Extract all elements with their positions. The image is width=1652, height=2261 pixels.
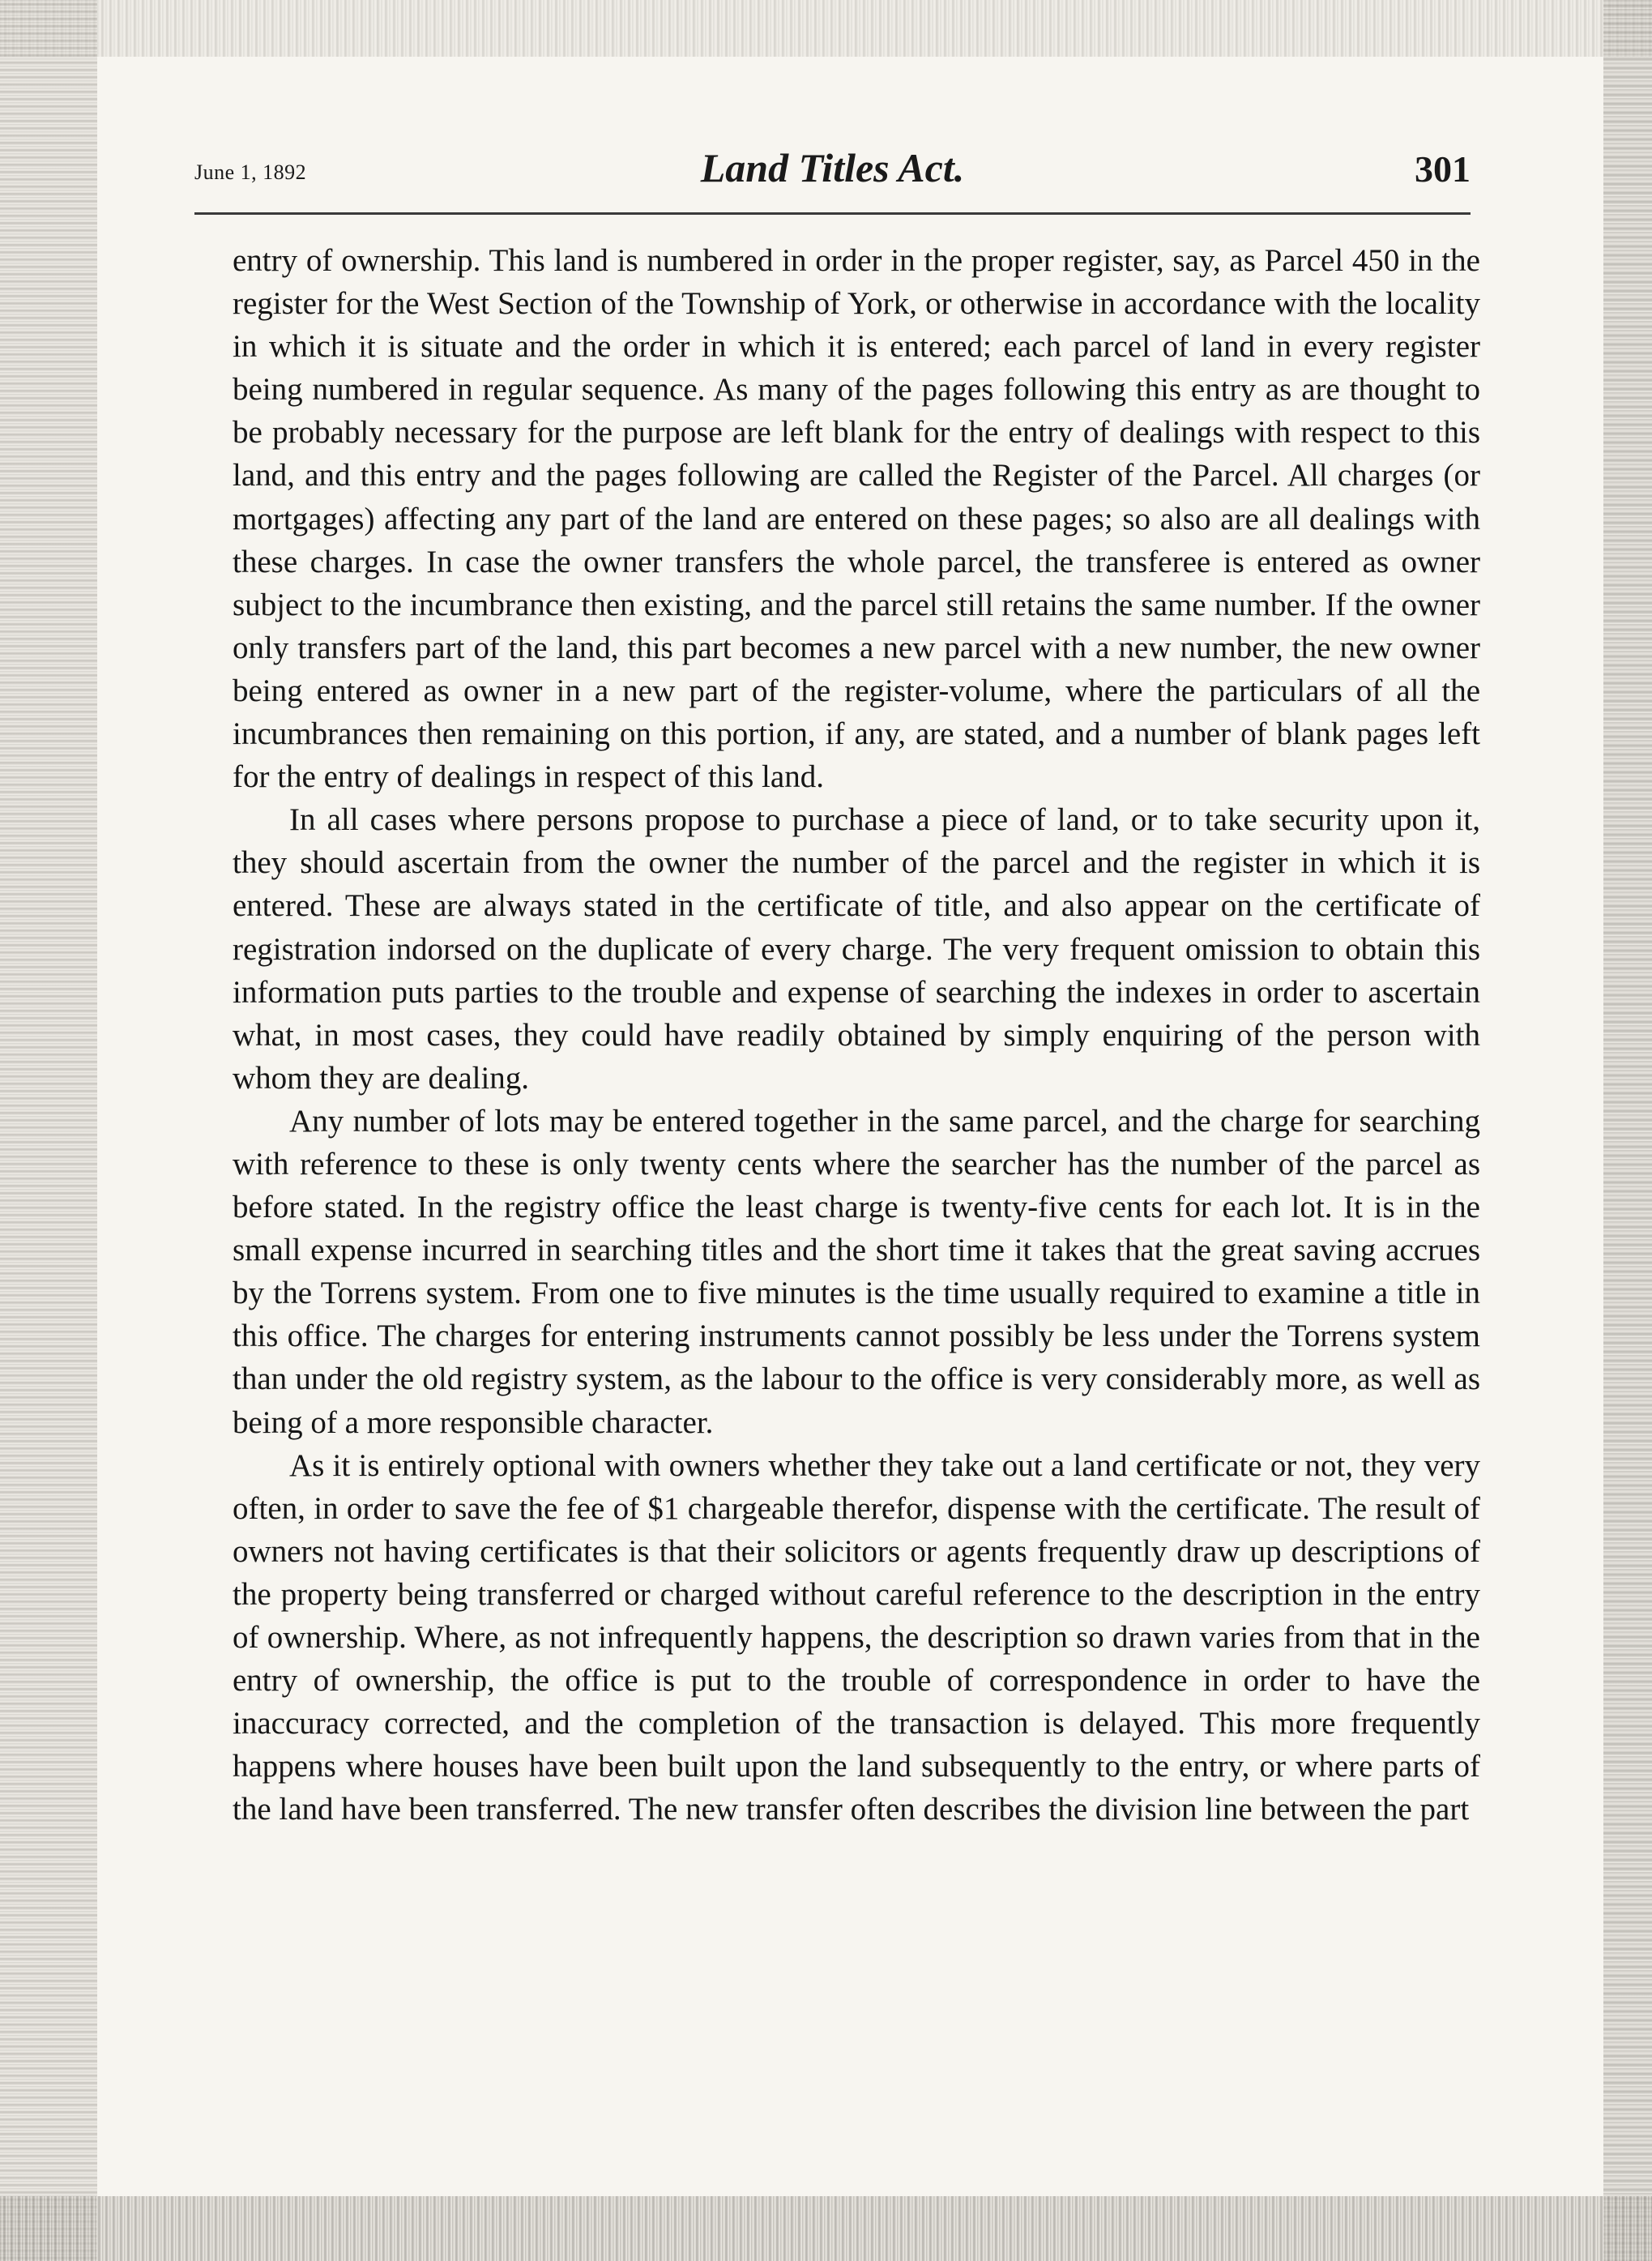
header-title: Land Titles Act. [700,145,965,190]
paragraph-1: entry of ownership. This land is numbered in order in the proper register, say, as Parcel 450 in the register for the West Section of the Township of York, or otherwise in accordance with the locality in which it is situate and the order in which it is entered; each parcel of land in every register being numbered in regular sequence. As many of the pages following this entry as are thought to be probably necessary for the purpose are left blank for the entry of dealings with respect to this land, and this entry and the pages following are called the Register of the Parcel. All charges (or mortgages) affecting any part of the land are entered on these pages; so also are all dealings with these charges. In case the owner transfers the whole parcel, the transferee is entered as owner subject to the incumbrance then existing, and the parcel still retains the same number. If the owner only transfers part of the land, this part becomes a new parcel with a new number, the new owner being entered as owner in a new part of the register-volume, where the particulars of all the incumbrances then remaining on this portion, if any, are stated, and a number of blank pages left for the entry of dealings in respect of this land. [233,243,1480,795]
header-rule [194,212,1471,215]
paragraph-4: As it is entirely optional with owners whether they take out a land certificate or not, they very often, in order to save the fee of $1 chargeable therefor, dispense with the certificate. The result of owners not having certificates is that their solicitors or agents frequently draw up descriptions of the property being transferred or charged without careful reference to the description in the entry of ownership. Where, as not infrequently happens, the description so drawn varies from that in the entry of ownership, the office is put to the trouble of correspondence in order to have the inaccuracy corrected, and the completion of the transaction is delayed. This more frequently happens where houses have been built upon the land subsequently to the entry, or where parts of the land have been transferred. The new transfer often describes the division line between the part [233,1447,1480,1827]
scan-edge-top [0,0,1652,57]
paragraph-2: In all cases where persons propose to purchase a piece of land, or to take security upon it, they should ascertain from the owner the number of the parcel and the register in which it is entered. These are always stated in the certificate of title, and also appear on the certificate of registration indorsed on the duplicate of every charge. The very frequent omission to obtain this information puts parties to the trouble and expense of searching the indexes in order to ascertain what, in most cases, they could have readily obtained by simply enquiring of the person with whom they are dealing. [233,802,1480,1096]
page-number: 301 [1415,148,1471,190]
scan-edge-bottom [0,2196,1652,2261]
scan-edge-left [0,0,97,2261]
body-text [233,239,1480,1831]
header-date: June 1, 1892 [194,160,307,184]
paragraph-3: Any number of lots may be entered together in the same parcel, and the charge for searching with reference to these is only twenty cents where the searcher has the number of the parcel as before stated. In the registry office the least charge is twenty-five cents for each lot. It is in the small expense incurred in searching titles and the short time it takes that the great saving accrues by the Torrens system. From one to five minutes is the time usually required to examine a title in this office. The charges for entering instruments cannot possibly be less under the Torrens system than under the old registry system, as the labour to the office is very considerably more, as well as being of a more responsible character. [233,1103,1480,1440]
running-header [194,144,1471,201]
scan-edge-right [1603,0,1652,2261]
